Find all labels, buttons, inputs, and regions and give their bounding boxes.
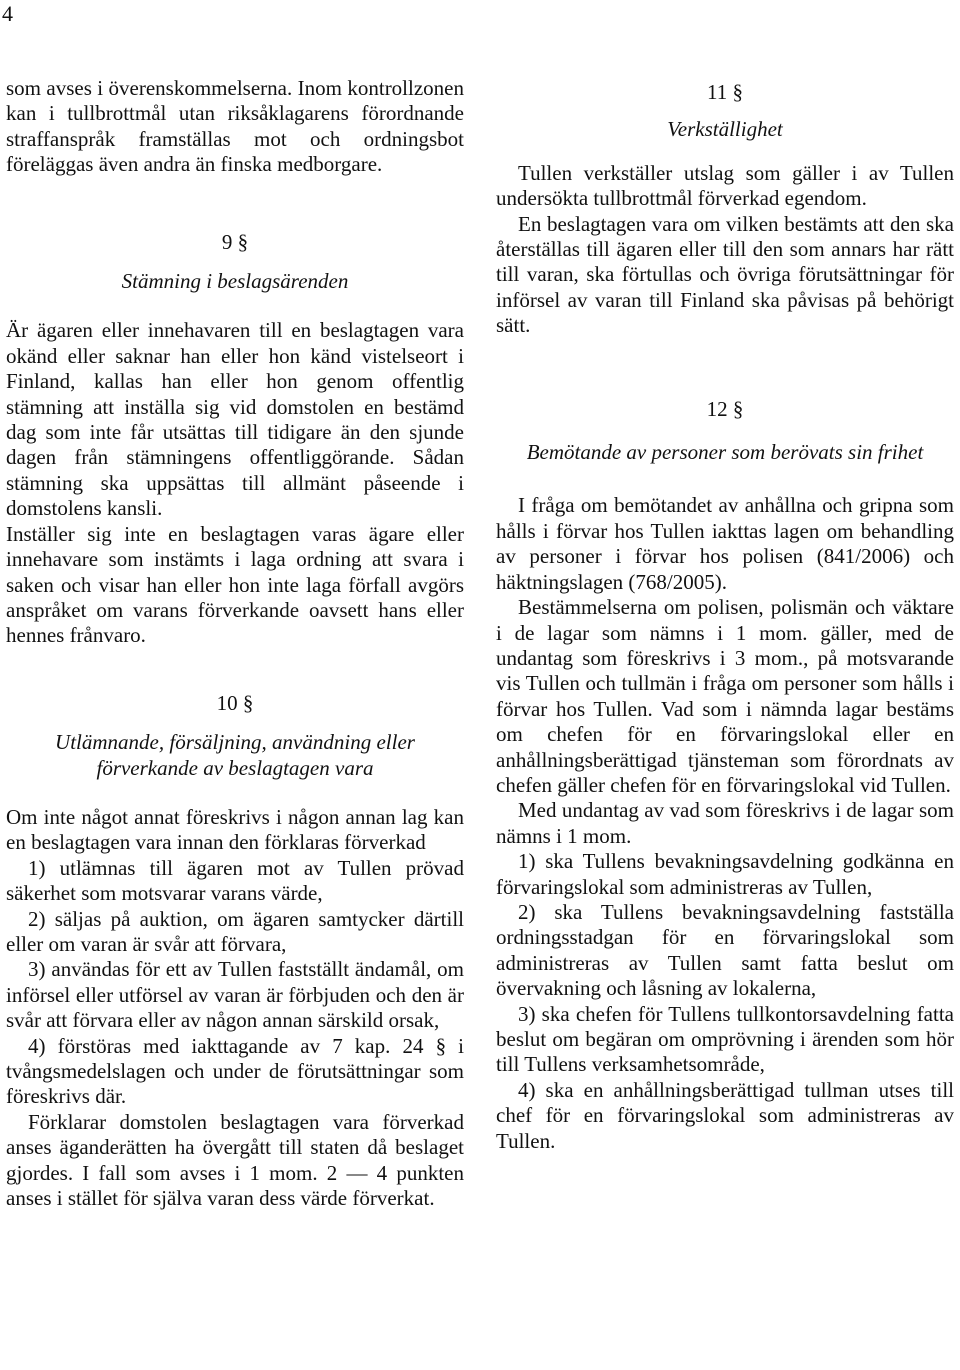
intro-paragraph: som avses i överenskommelserna. Inom kontrollzonen kan i tullbrottmål utan riksåklagarens förordnande straffanspråk framställas mot och ordningsbot föreläggas även andra än finska medborgare. (6, 76, 464, 177)
paragraph: Inställer sig inte en beslagtagen varas ägare eller innehavare som instämts i laga ordning att svara i saken och visar han eller hon inte laga förfall avgörs anspråket om varans förverkande oavsett hans eller hennes frånvaro. (6, 521, 464, 648)
paragraph: Om inte något annat föreskrivs i någon annan lag kan en beslagtagen vara innan den förklaras förverkad (6, 804, 464, 855)
paragraph: Tullen verkställer utslag som gäller i av Tullen undersökta tullbrottmål förverkad egendom. (496, 160, 954, 211)
paragraph: I fråga om bemötandet av anhållna och gripna som hålls i förvar hos Tullen iakttas lagen om behandling av personer i förvar hos polisen (841/2006) och häktningslagen (768/2005). (496, 493, 954, 594)
section-12 (496, 397, 954, 1154)
list-item: 4) ska en anhållningsberättigad tullman utses till chef för en förvaringslokal som administreras av Tullen. (496, 1077, 954, 1153)
list-item: 1) utlämnas till ägaren mot av Tullen prövad säkerhet som motsvarar varans värde, (6, 855, 464, 906)
section-number: 12 § (706, 396, 744, 421)
list-item: 3) användas för ett av Tullen fastställt ändamål, om införsel eller utförsel av varan är förbjuden och den är svår att förvara eller av någon annan särskild orsak, (6, 957, 464, 1033)
paragraph: Med undantag av vad som föreskrivs i de lagar som nämns i 1 mom. (496, 798, 954, 848)
right-column (496, 76, 954, 1154)
section-number: 10 § (216, 690, 254, 715)
section-11 (496, 80, 954, 339)
section-title: Stämning i beslagsärenden (121, 269, 349, 294)
paragraph: En beslagtagen vara om vilken bestämts att den ska återställas till ägaren eller till den som annars har rätt till varan, ska förtullas och övriga förutsättningar för införsel av varan till Finland ska påvisas på behörigt sätt. (496, 211, 954, 338)
section-number: 11 § (707, 80, 743, 104)
left-column (6, 76, 464, 1211)
paragraph: Är ägaren eller innehavaren till en beslagtagen vara okänd eller saknar han eller hon känd vistelseort i Finland, kallas han eller hon genom offentlig stämning att inställa sig vid domstolen en bestämd dag som inte får utsättas till tidigare än den sjunde dagen från stämningens offentliggörande. Sådan stämning ska uppsättas till allmänt påseende i domstolens kansli. (6, 318, 464, 521)
section-title: Verkställighet (667, 117, 783, 142)
list-item: 3) ska chefen för Tullens tullkontorsavdelning fatta beslut om begäran om omprövning i ärenden som hör till Tullens verksamhetsområde, (496, 1001, 954, 1077)
paragraph: Bestämmelserna om polisen, polismän och väktare i de lagar som nämns i 1 mom. gäller, med de undantag som föreskrivs i 3 mom., på motsvarande vis Tullen och tullmän i fråga om personer som hålls i förvar hos Tullen. Vad som i nämnda lagar bestäms om chefen för en förvaringslokal eller en anhållningsberättigad tjänsteman som förordnats av chefen gäller chefen för en förvaringslokal vid Tullen. (496, 595, 954, 797)
list-item: 4) förstöras med iakttagande av 7 kap. 24 § i tvångsmedelslagen och under de förutsättningar som föreskrivs där. (6, 1033, 464, 1109)
section-number: 9 § (221, 229, 249, 254)
paragraph: Förklarar domstolen beslagtagen vara förverkad anses äganderätten ha övergått till staten då beslaget gjordes. I fall som avses i 1 mom. 2 — 4 punkten anses i stället för själva varan dess värde förverkat. (6, 1109, 464, 1211)
list-item: 2) ska Tullens bevakningsavdelning fastställa ordningsstadgan för en förvaringslokal som administreras av Tullen samt fatta beslut om övervakning och låsning av lokalerna, (496, 899, 954, 1001)
section-title: Bemötande av personer som berövats sin frihet (526, 440, 924, 465)
section-title: Utlämnande, försäljning, användning eller förverkande av beslagtagen vara (55, 730, 415, 780)
section-9 (6, 230, 464, 649)
page-number: 4 (2, 1, 13, 26)
list-item: 1) ska Tullens bevakningsavdelning godkänna en förvaringslokal som administreras av Tullen, (496, 849, 954, 899)
list-item: 2) säljas på auktion, om ägaren samtycker därtill eller om varan är svår att förvara, (6, 906, 464, 956)
section-10 (6, 691, 464, 1212)
